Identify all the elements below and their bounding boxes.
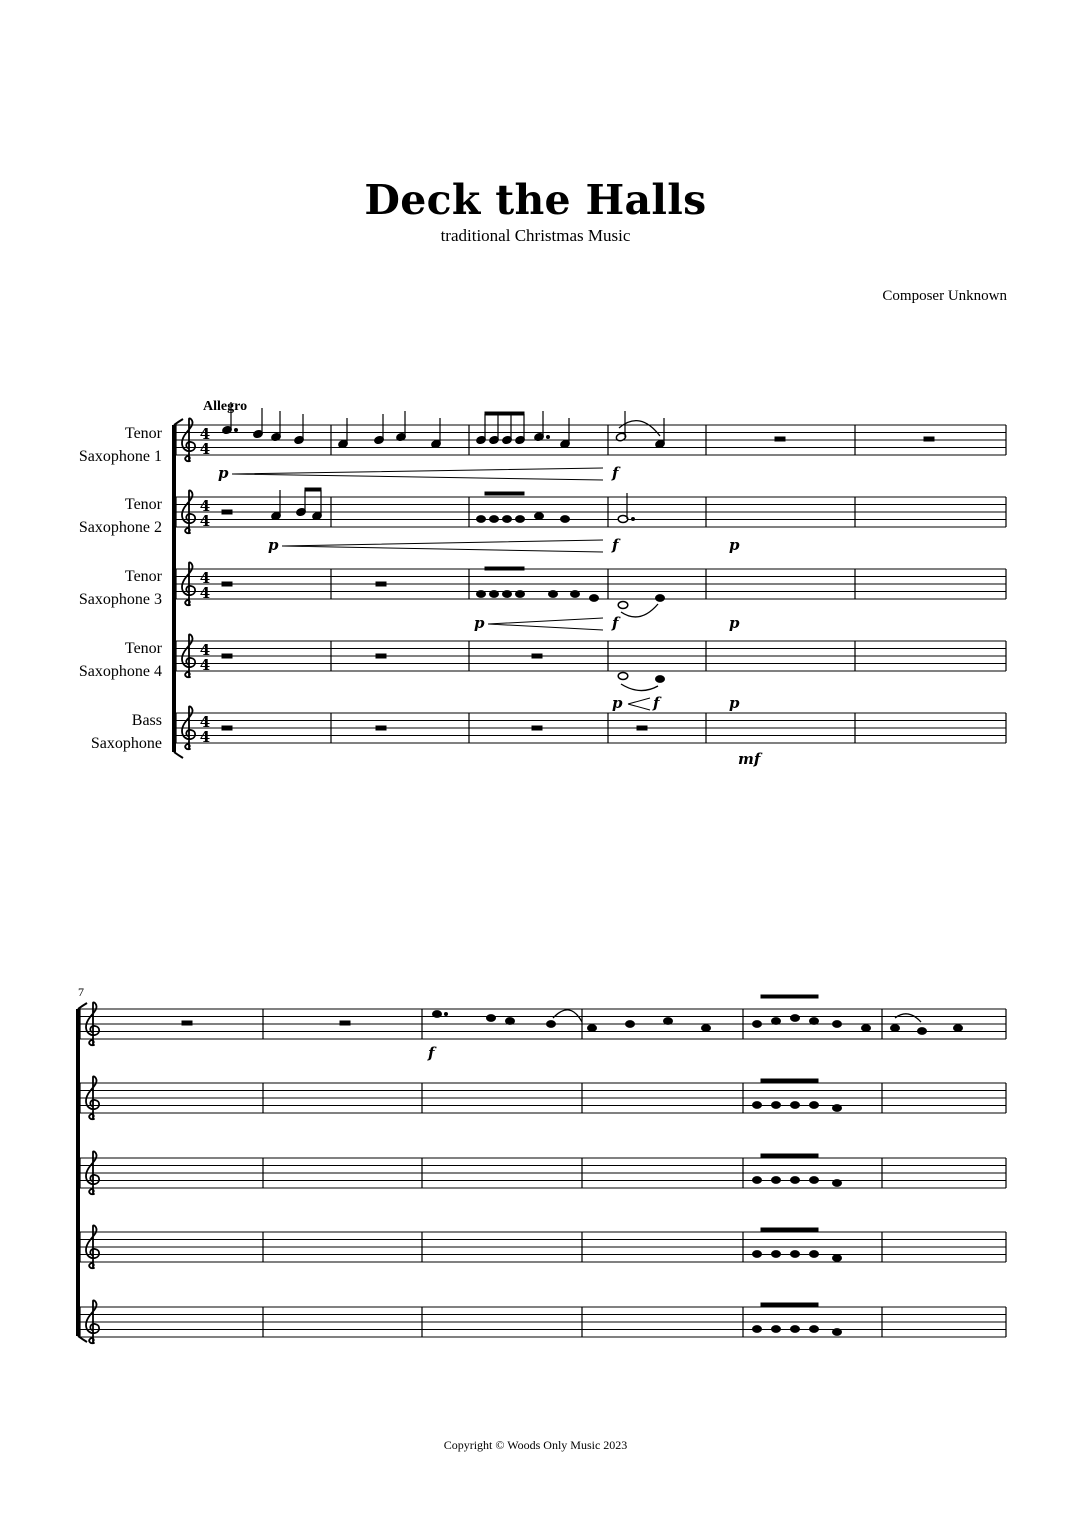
time-signature-top: 4 — [199, 569, 211, 587]
staff — [80, 1151, 1006, 1194]
dynamic-marking: p — [474, 614, 485, 632]
instrument-names — [79, 425, 163, 752]
dynamic-marking: p — [729, 694, 740, 712]
instrument-name: Tenor — [124, 496, 162, 513]
dynamic-marking: f — [612, 536, 619, 554]
instrument-name: Tenor — [124, 425, 162, 442]
dynamic-marking: mf — [738, 750, 761, 768]
time-signature-bottom: 4 — [199, 656, 211, 674]
crescendo-hairpin — [282, 540, 603, 552]
instrument-name: Bass — [131, 712, 162, 729]
dynamic-marking: f — [612, 614, 619, 632]
staff — [80, 1002, 1006, 1045]
dynamic-marking: p — [729, 614, 740, 632]
time-signature-bottom: 4 — [199, 728, 211, 746]
instrument-name: Saxophone — [90, 735, 162, 752]
instrument-name: Saxophone 1 — [78, 448, 162, 465]
dynamic-marking: f — [653, 694, 660, 712]
crescendo-hairpin — [628, 698, 650, 710]
time-signature-bottom: 4 — [199, 584, 211, 602]
time-signature-bottom: 4 — [199, 440, 211, 458]
time-signature-top: 4 — [199, 497, 211, 515]
dynamic-marking: p — [218, 464, 229, 482]
system-1-notes — [222, 402, 934, 730]
time-signature-bottom: 4 — [199, 512, 211, 530]
tempo-marking: Allegro — [203, 399, 248, 414]
system-2-staves — [80, 1002, 1006, 1343]
composer-credit: Composer Unknown — [882, 288, 1007, 304]
staff — [176, 706, 1006, 749]
staff — [80, 1076, 1006, 1119]
dynamic-marking: p — [729, 536, 740, 554]
dynamic-marking: p — [268, 536, 279, 554]
instrument-name: Tenor — [124, 640, 162, 657]
time-signature-top: 4 — [199, 425, 211, 443]
dynamic-marking: p — [612, 694, 623, 712]
instrument-name: Saxophone 3 — [78, 591, 162, 608]
instrument-name: Saxophone 2 — [78, 519, 162, 536]
staff — [80, 1300, 1006, 1343]
staff — [80, 1225, 1006, 1268]
time-signature-top: 4 — [199, 641, 211, 659]
crescendo-hairpin — [232, 468, 603, 480]
instrument-name: Saxophone 4 — [78, 663, 162, 680]
score-title: Deck the Halls — [364, 176, 707, 224]
instrument-name: Tenor — [124, 568, 162, 585]
dynamic-marking: f — [612, 464, 619, 482]
copyright-notice: Copyright © Woods Only Music 2023 — [443, 1438, 628, 1452]
crescendo-hairpin — [488, 618, 603, 630]
measure-number: 7 — [78, 985, 84, 999]
dynamic-marking: f — [428, 1044, 435, 1062]
time-signature-top: 4 — [199, 713, 211, 731]
score-subtitle: traditional Christmas Music — [440, 226, 631, 245]
staff — [176, 634, 1006, 677]
